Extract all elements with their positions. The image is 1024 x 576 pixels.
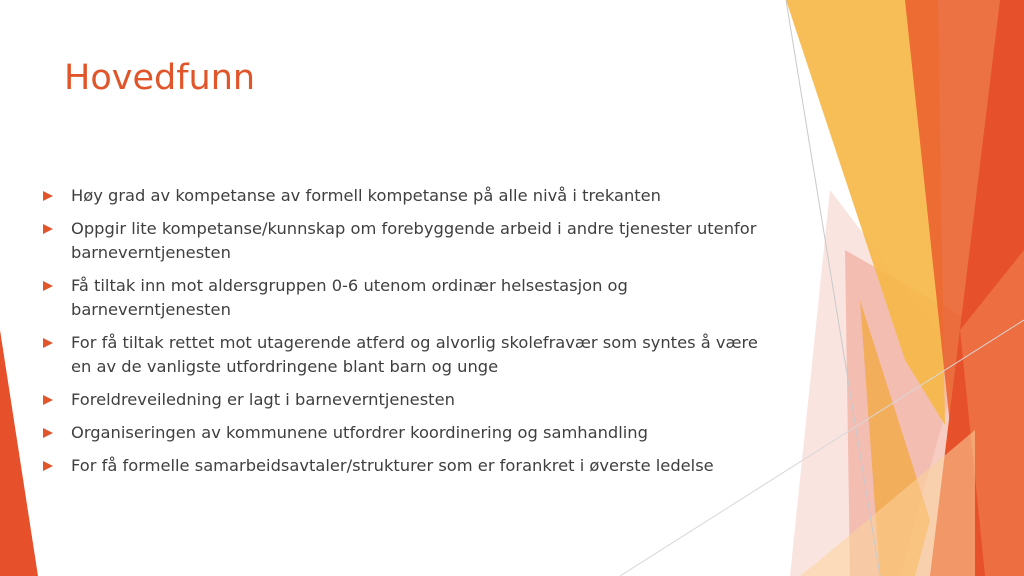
bullet-arrow-icon [43,395,53,405]
bullet-text: Foreldreveiledning er lagt i barneverntjenesten [71,390,455,409]
bullet-arrow-icon [43,281,53,291]
bullet-text: Få tiltak inn mot aldersgruppen 0-6 utenom ordinær helsestasjon og barneverntjenesten [71,276,628,319]
facet-red-left [0,330,38,576]
bullet-text: For få formelle samarbeidsavtaler/strukturer som er forankret i øverste ledelse [71,456,714,475]
bullet-list [40,184,780,487]
bullet-item-4 [40,331,780,379]
bullet-arrow-icon [43,224,53,234]
bullet-text: Høy grad av kompetanse av formell kompetanse på alle nivå i trekanten [71,186,661,205]
bullet-item-2 [40,217,780,265]
bullet-arrow-icon [43,191,53,201]
bullet-item-1 [40,184,780,208]
bullet-text: For få tiltak rettet mot utagerende atferd og alvorlig skolefravær som syntes å være en av de vanligste utfordringene blant barn og unge [71,333,758,376]
bullet-text: Organiseringen av kommunene utfordrer koordinering og samhandling [71,423,648,442]
bullet-arrow-icon [43,428,53,438]
bullet-text: Oppgir lite kompetanse/kunnskap om forebyggende arbeid i andre tjenester utenfor barneverntjenesten [71,219,757,262]
slide-title: Hovedfunn [64,58,256,98]
bullet-item-6 [40,421,780,445]
bullet-item-5 [40,388,780,412]
bullet-item-3 [40,274,780,322]
bullet-arrow-icon [43,461,53,471]
bullet-item-7 [40,454,780,478]
bullet-arrow-icon [43,338,53,348]
